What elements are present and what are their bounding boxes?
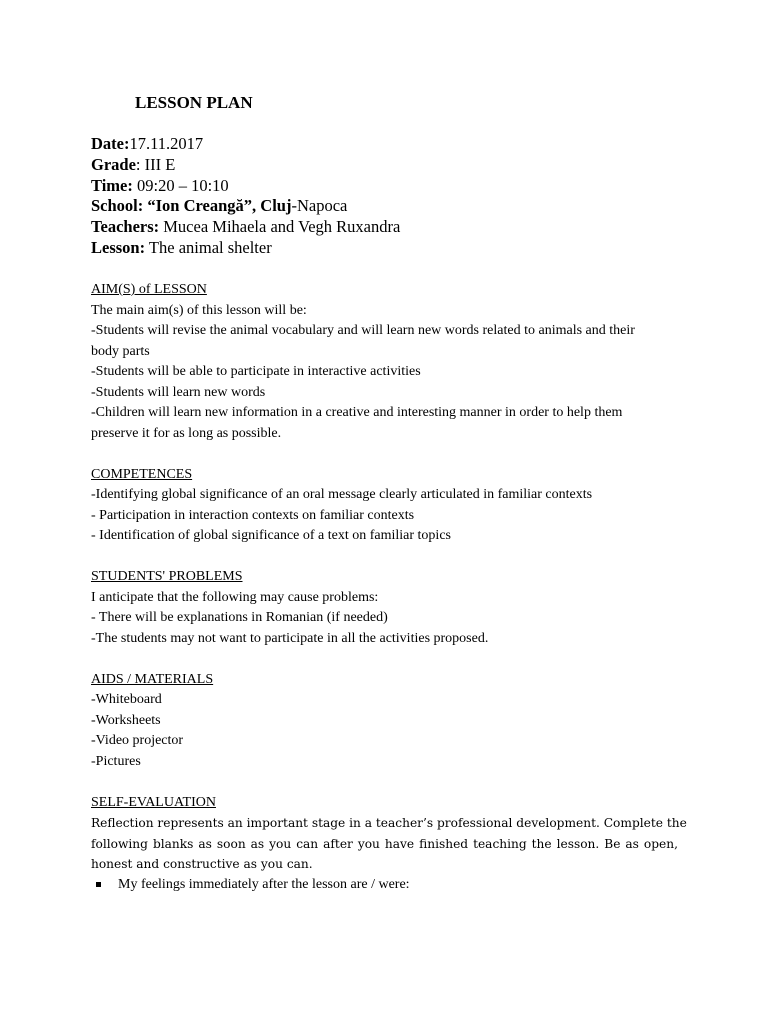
competences-section (91, 465, 691, 547)
aims-line: preserve it for as long as possible. (91, 425, 282, 441)
aims-line: -Students will be able to participate in interactive activities (91, 364, 421, 379)
time-line (91, 176, 711, 197)
grade-value: : III E (135, 154, 176, 174)
lesson-label: Lesson: (91, 237, 146, 257)
competence-item: - Identification of global significance of a text on familiar topics (91, 528, 451, 543)
problem-item: -The students may not want to participate in all the activities proposed. (91, 630, 489, 646)
school-line (91, 196, 711, 217)
date-value: 17.11.2017 (129, 134, 204, 153)
aims-section (91, 280, 691, 444)
aims-heading: AIM(S) of LESSON (91, 282, 207, 297)
school-suffix: -Napoca (291, 196, 348, 216)
school-label: School: (91, 196, 144, 216)
aims-line: -Students will revise the animal vocabulary and will learn new words related to animals and their (91, 323, 635, 338)
aims-line: -Children will learn new information in a creative and interesting manner in order to help them (91, 405, 623, 420)
grade-label: Grade (91, 154, 136, 174)
material-item: -Pictures (91, 753, 141, 769)
school-name: “Ion Creangă”, Cluj (143, 196, 292, 216)
self-evaluation-line: Reflection represents an important stage in a teacher’s professional development. Complete the (91, 816, 687, 830)
aims-line: -Students will learn new words (91, 384, 266, 400)
competence-item: - Participation in interaction contexts on familiar contexts (91, 507, 415, 523)
competence-item: -Identifying global significance of an oral message clearly articulated in familiar contexts (91, 487, 593, 502)
self-evaluation-heading: SELF-EVALUATION (91, 794, 216, 810)
aims-line: The main aim(s) of this lesson will be: (91, 302, 307, 318)
materials-heading: AIDS / MATERIALS (91, 671, 214, 687)
materials-section (91, 670, 691, 773)
problem-item: - There will be explanations in Romanian (if needed) (91, 610, 388, 625)
date-label: Date: (91, 134, 130, 153)
grade-line (91, 155, 711, 176)
lesson-value: The animal shelter (145, 237, 272, 257)
self-evaluation-line: following blanks as soon as you can after you have finished teaching the lesson. Be as open, (91, 836, 678, 851)
date-line (91, 134, 711, 155)
problems-heading: STUDENTS' PROBLEMS (91, 569, 243, 584)
square-bullet-icon (96, 882, 101, 887)
time-value: 09:20 – 10:10 (132, 175, 229, 195)
lesson-header (91, 134, 711, 259)
bullet-text: My feelings immediately after the lesson are / were: (118, 876, 410, 892)
teachers-label: Teachers: (91, 217, 160, 237)
time-label: Time: (91, 175, 133, 195)
document-title: LESSON PLAN (135, 93, 253, 112)
lesson-line (91, 238, 711, 259)
problem-item: I anticipate that the following may cause problems: (91, 589, 379, 605)
material-item: -Worksheets (91, 712, 161, 728)
lesson-sections (91, 280, 691, 916)
competences-heading: COMPETENCES (91, 466, 193, 482)
self-evaluation-paragraph (91, 813, 687, 875)
self-evaluation-bullet (91, 875, 691, 896)
material-item: -Video projector (91, 733, 184, 748)
self-evaluation-section (91, 793, 691, 896)
problems-section (91, 567, 691, 649)
teachers-value: Mucea Mihaela and Vegh Ruxandra (159, 217, 401, 237)
material-item: -Whiteboard (91, 692, 162, 707)
aims-line: body parts (91, 343, 150, 359)
teachers-line (91, 217, 711, 238)
self-evaluation-line: honest and constructive as you can. (91, 857, 313, 872)
